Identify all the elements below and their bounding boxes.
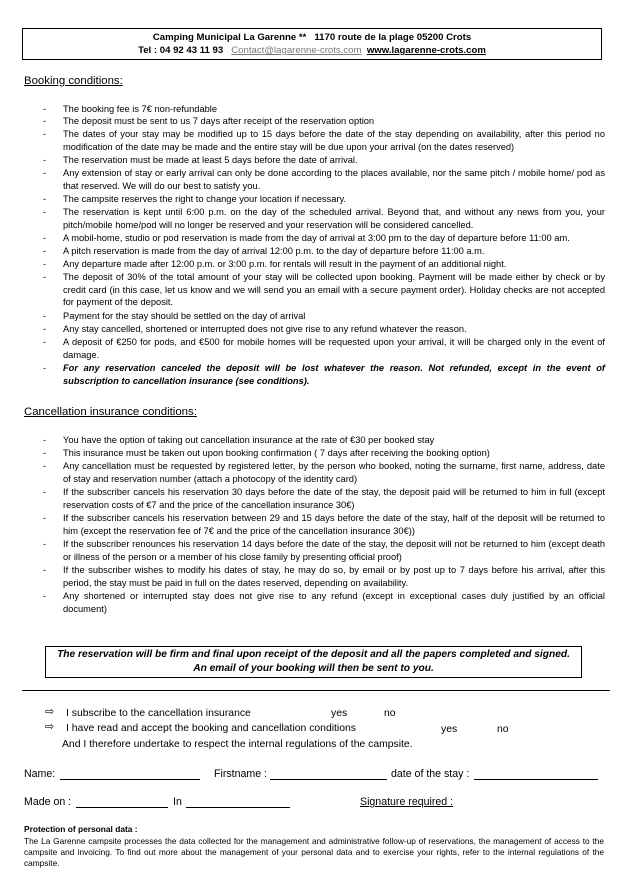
insurance-yes-option[interactable]: yes (331, 708, 348, 719)
in-label: In (173, 796, 182, 808)
conditions-yes-option[interactable]: yes (441, 724, 458, 735)
privacy-text: The La Garenne campsite processes the data collected for the management and administrative follow-up of reservations, the management of access to the campsite and invoicing. To find out more about the management of your personal data and to exercise your rights, refer to the internal regulations of the campsite. (24, 836, 604, 869)
arrow-right-icon: ⇨ (45, 706, 55, 718)
in-field[interactable] (186, 807, 290, 808)
booking-title: Booking conditions: (24, 75, 123, 87)
phone-number: Tel : 04 92 43 11 93 (138, 45, 224, 56)
signature-label: Signature required : (360, 796, 454, 808)
section-divider (22, 690, 610, 691)
insurance-option-label: I subscribe to the cancellation insurance (66, 708, 251, 719)
date-of-stay-field[interactable] (474, 779, 598, 780)
insurance-no-option[interactable]: no (384, 708, 396, 719)
firstname-label: Firstname : (214, 768, 267, 780)
email-link[interactable]: Contact@lagarenne-crots.com (231, 45, 362, 56)
notice-box (45, 646, 582, 678)
firstname-field[interactable] (270, 779, 387, 780)
made-on-field[interactable] (76, 807, 168, 808)
campsite-address: 1170 route de la plage 05200 Crots (314, 32, 472, 43)
name-field[interactable] (60, 779, 200, 780)
conditions-option-label: I have read and accept the booking and cancellation conditions (66, 723, 356, 734)
conditions-no-option[interactable]: no (497, 724, 509, 735)
campsite-name: Camping Municipal La Garenne ** (152, 32, 307, 43)
date-of-stay-label: date of the stay : (391, 768, 470, 780)
header-box (22, 28, 602, 60)
undertake-text: And I therefore undertake to respect the internal regulations of the campsite. (62, 739, 413, 750)
insurance-title: Cancellation insurance conditions: (24, 406, 197, 418)
website-link[interactable]: www.lagarenne-crots.com (366, 45, 486, 56)
notice-line-1: The reservation will be firm and final upon receipt of the deposit and all the papers completed and signed. (57, 649, 570, 660)
header-line-2 (23, 45, 601, 56)
arrow-right-icon: ⇨ (45, 721, 55, 733)
header-line-1 (23, 32, 601, 43)
made-on-label: Made on : (24, 796, 72, 808)
notice-line-2: An email of your booking will then be sent to you. (193, 663, 434, 674)
privacy-title: Protection of personal data : (24, 824, 138, 834)
name-label: Name: (24, 768, 56, 780)
